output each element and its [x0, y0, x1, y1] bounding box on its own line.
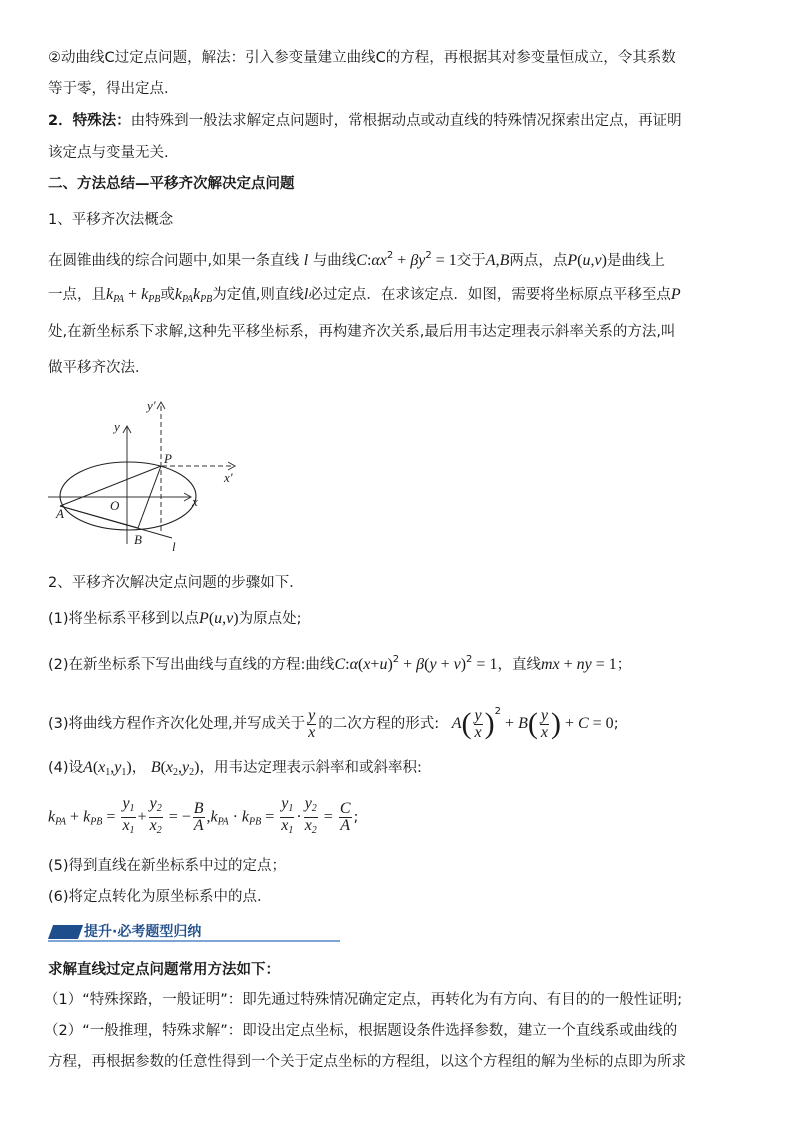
- math-AB: A: [485, 252, 496, 269]
- subheading-steps: 2、平移齐次解决定点问题的步骤如下．: [48, 575, 304, 591]
- line-l: [126, 466, 161, 532]
- text: 为原点处;: [238, 611, 302, 627]
- banner-title: 提升·必考题型归纳: [84, 924, 202, 940]
- ellipse-curve: [60, 462, 196, 530]
- section-banner: [48, 922, 340, 942]
- banner-underline: [48, 940, 340, 942]
- math-kpa-kpb: k: [174, 286, 183, 303]
- concept-line2: 一点，且$k_{PA} + k_{PB}$或$k_{PA}k_{PB}$为定值,则直线l必过定点．在求该定点．如图，需要将坐标原点平移至点P: [48, 286, 681, 305]
- label-y: y: [114, 419, 120, 434]
- concept-line1: 在圆锥曲线的综合问题中,如果一条直线 l 与曲线$C:\alpha x^2 + \beta y^2 = 1$交于A,B两点，点P(u,v)是曲线上: [48, 250, 665, 269]
- text: (4)设: [48, 760, 84, 776]
- concept-line3: 处,在新坐标系下求解,这种先平移坐标系，再构建齐次关系,最后用韦达定理表示斜率关系的方法,叫: [48, 324, 676, 340]
- banner-accent-bar: [48, 925, 83, 939]
- paragraph-special-method-line2: 该定点与变量无关.: [48, 145, 169, 161]
- ellipse-translation-figure: [44, 394, 264, 556]
- text: 必过定点．在求该定点．如图，需要将坐标原点平移至点: [308, 287, 671, 303]
- label-B: B: [134, 532, 142, 547]
- summary-method-2: （2）“一般推理，特殊求解”：即设出定点坐标，根据题设条件选择参数，建立一个直线系或曲线的: [44, 1023, 678, 1039]
- label-x-prime: x': [224, 470, 233, 485]
- step-6: (6)将定点转化为原坐标系中的点．: [48, 889, 272, 905]
- text: ，直线: [497, 657, 541, 673]
- summary-method-2-cont: 方程，再根据参数的任意性得到一个关于定点坐标的方程组，以这个方程组的解为坐标的点即为所求: [48, 1054, 686, 1070]
- subheading-concept: 1、平移齐次法概念: [48, 212, 174, 228]
- text: 或: [160, 287, 175, 303]
- math-quadratic-form: A: [451, 715, 462, 732]
- step-4: (4)设$A(x_1,y_1)$， $B(x_2,y_2)$，用韦达定理表示斜率和或斜率积:: [48, 759, 422, 778]
- label-O: O: [110, 498, 120, 513]
- step-2: (2)在新坐标系下写出曲线与直线的方程:曲线$C:\alpha(x+u)^2 + \beta(y + v)^2 = 1$，直线mx + ny = 1；: [48, 654, 632, 673]
- math-kpa-plus-kpb: k: [106, 286, 114, 303]
- label-A: A: [56, 506, 64, 521]
- label-x: x: [192, 494, 198, 509]
- text: 是曲线上: [606, 253, 665, 269]
- text: 的二次方程的形式:: [318, 716, 440, 732]
- special-method-heading: 2．特殊法：: [48, 113, 131, 129]
- text: (3)将曲线方程作齐次化处理,并写成关于: [48, 716, 306, 732]
- label-P: P: [164, 451, 172, 466]
- summary-title: 求解直线过定点问题常用方法如下：: [48, 962, 280, 978]
- concept-line4: 做平移齐次法．: [48, 360, 150, 376]
- fraction-y-over-x: $\frac{y}{x}$: [308, 706, 316, 741]
- section-heading-2: 二、方法总结—平移齐次解决定点问题: [48, 176, 295, 192]
- step-1: (1)将坐标系平移到以点P(u,v)为原点处;: [48, 610, 302, 627]
- math-l: l: [303, 252, 309, 269]
- text: (2)在新坐标系下写出曲线与直线的方程:曲线: [48, 657, 335, 673]
- paragraph-special-method: [48, 111, 754, 131]
- label-y-prime: y': [147, 398, 156, 413]
- text: 为定值,则直线: [212, 287, 304, 303]
- text: 交于: [456, 253, 486, 269]
- step-3: (3)将曲线方程作齐次化处理,并写成关于 $\frac{y}{x}$ 的二次方程的形式: A( $\frac{y}{x}$ )$^2$ + B( $\frac{y}{x}$ ) + C = 0;: [48, 706, 619, 741]
- math-l: l: [303, 286, 309, 303]
- text: 两点，点: [509, 253, 568, 269]
- text: 与曲线: [312, 253, 357, 269]
- math-point-P: P: [567, 252, 578, 269]
- paragraph-method-2-line2: 等于零，得出定点.: [48, 81, 169, 97]
- text: ，用韦达定理表示斜率和或斜率积:: [199, 760, 422, 776]
- math-curve-eq: C: [356, 252, 367, 269]
- text: (1)将坐标系平移到以点: [48, 611, 200, 627]
- math-P: P: [670, 286, 681, 303]
- paragraph-method-2-line1: ②动曲线C过定点问题，解法：引入参变量建立曲线C的方程，再根据其对参变量恒成立，令其系数: [48, 50, 676, 66]
- text: 在圆锥曲线的综合问题中,如果一条直线: [48, 253, 300, 269]
- text: 一点，且: [48, 287, 106, 303]
- special-method-text: 由特殊到一般法求解定点问题时，常根据动点或动直线的特殊情况探索出定点，再证明: [130, 113, 682, 129]
- vieta-slope-formula: $k_{PA} + k_{PB}$ = $\frac{y_1}{x_1}$ + $\frac{y_2}{x_2}$ = − $\frac{B}{A}$ $,k_{PA} \cdot k_{PB}$ = $\frac{y_1}{x_1}$ · $\frac{y_2}{x_2}$ = $\frac{C}{A}$ ;: [48, 795, 359, 836]
- summary-method-1: （1）“特殊探路，一般证明”：即先通过特殊情况确定定点，再转化为有方向、有目的的一般性证明;: [44, 992, 683, 1008]
- step-5: (5)得到直线在新坐标系中过的定点；: [48, 858, 287, 874]
- label-l: l: [172, 539, 176, 554]
